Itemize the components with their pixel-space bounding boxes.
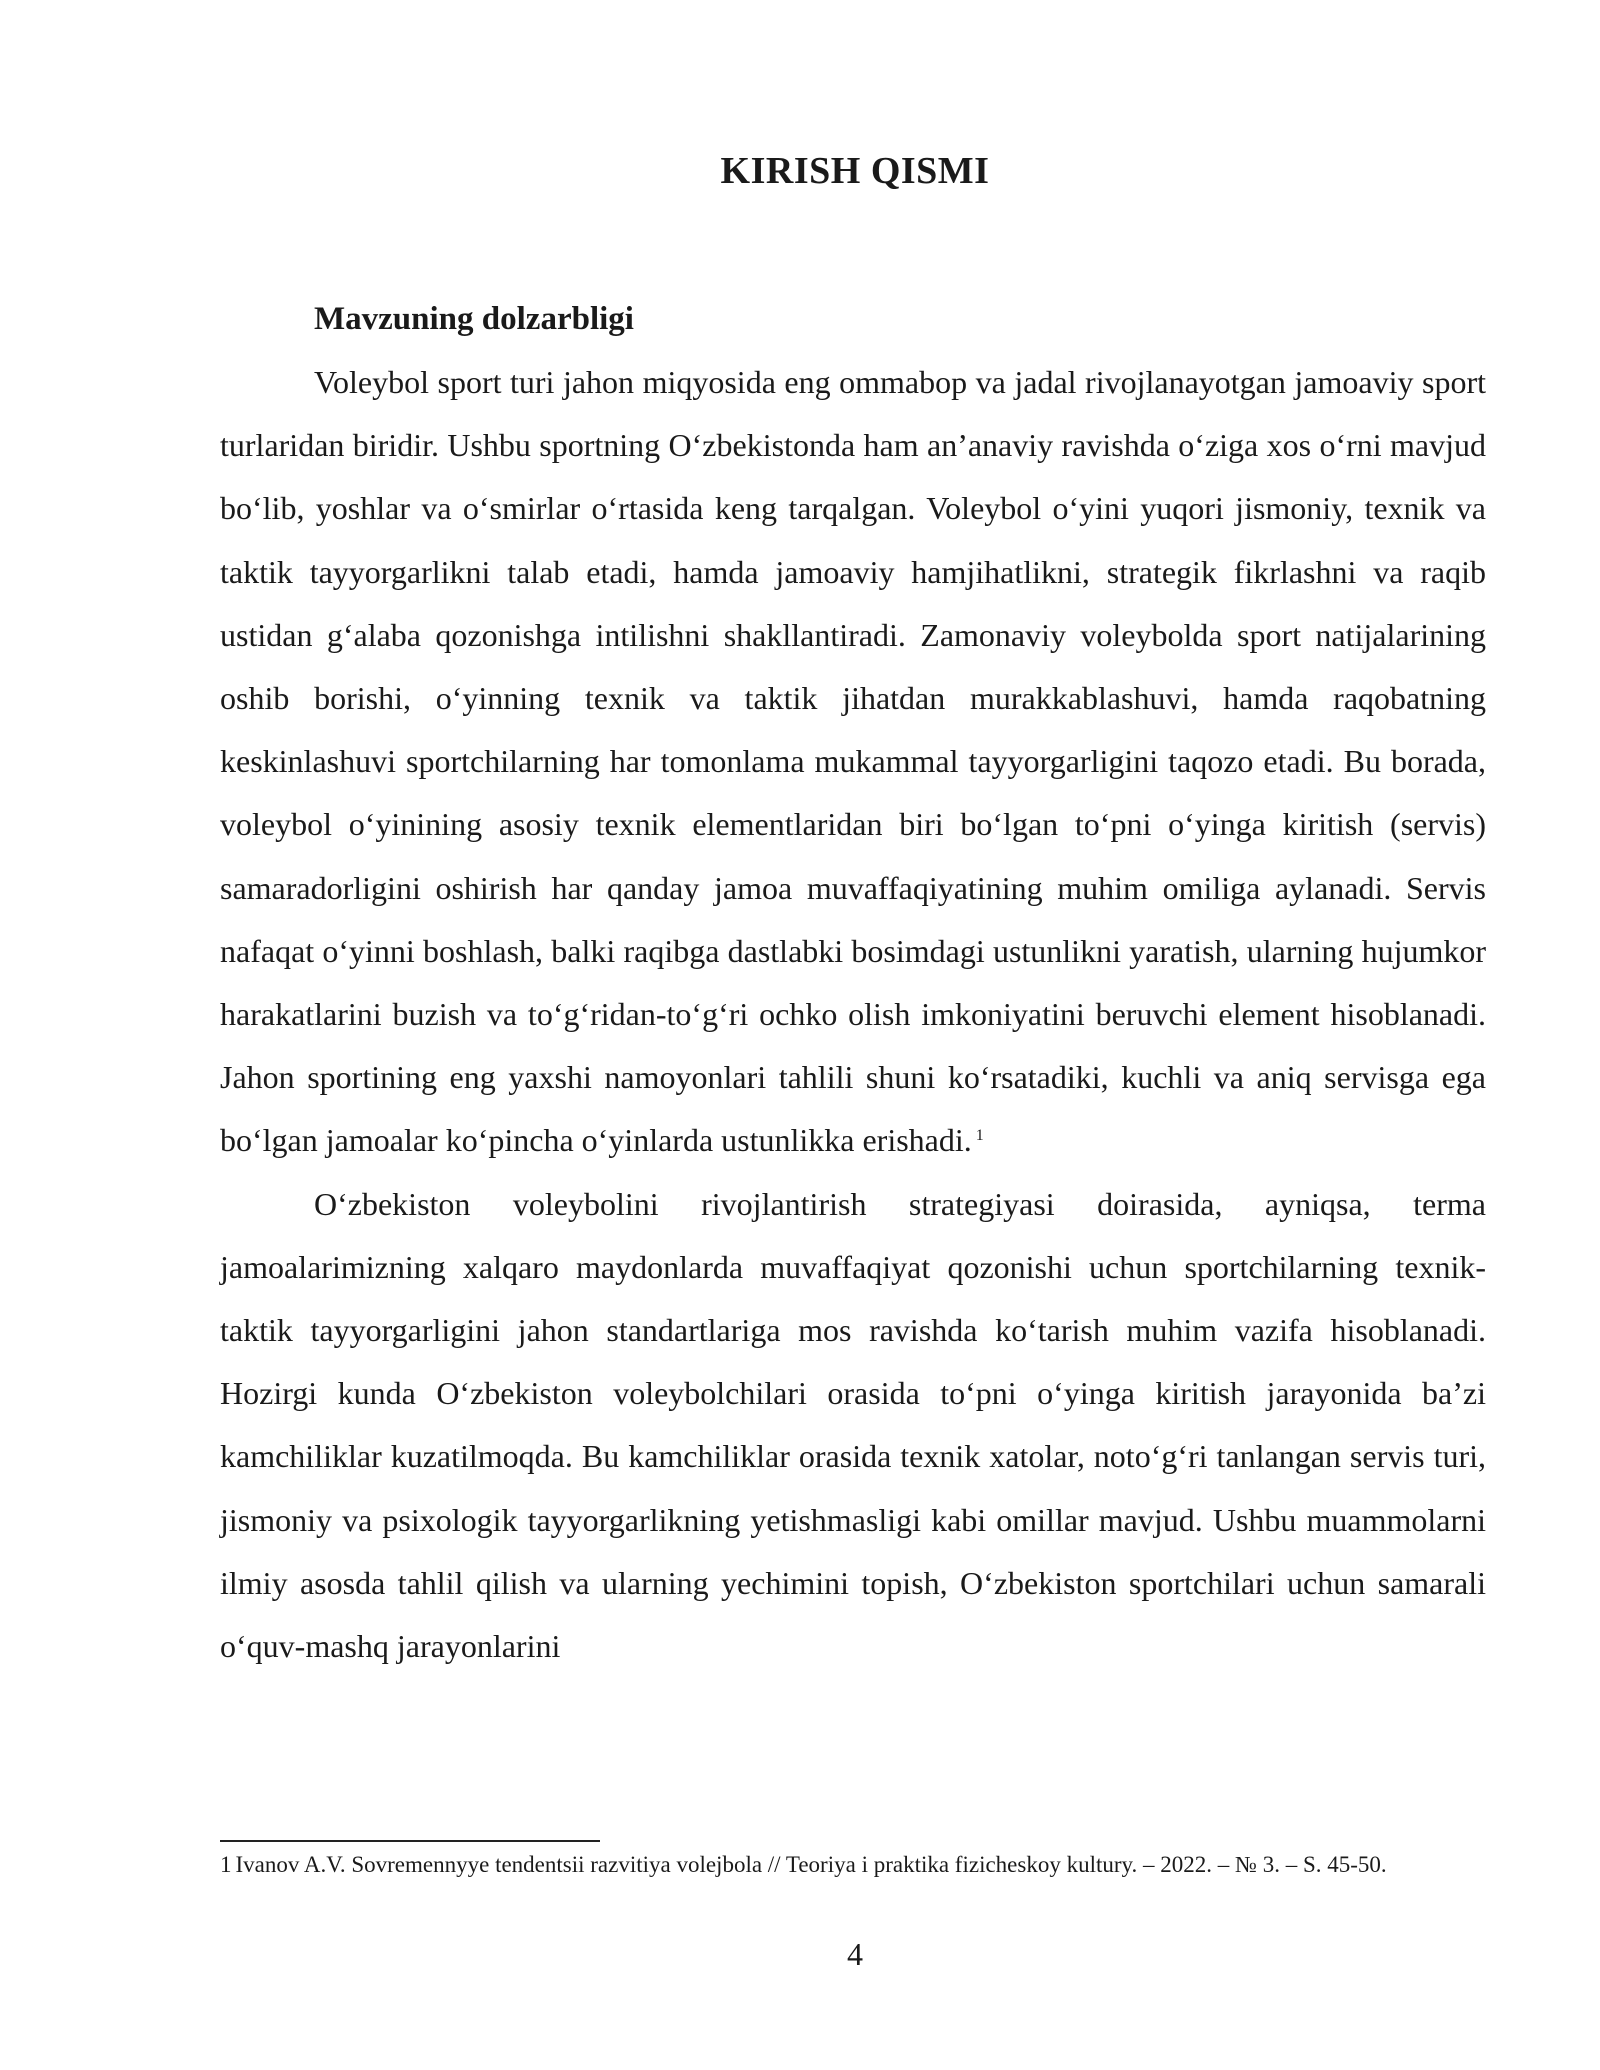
page-number: 4 <box>847 1936 863 1972</box>
footnote-number: 1 <box>220 1852 232 1877</box>
footnote-text: Ivanov A.V. Sovremennyye tendentsii razvitiya volejbola // Teoriya i praktika fizicheskoy kultury. – 2022. – № 3. – S. 45-50. <box>235 1852 1387 1877</box>
section-heading: Mavzuning dolzarbligi <box>314 301 634 337</box>
body-text <box>220 288 1486 1678</box>
footnote-separator <box>220 1840 600 1842</box>
footnote-reference[interactable]: 1 <box>975 1126 984 1144</box>
paragraph-2: O‘zbekiston voleybolini rivojlantirish strategiyasi doirasida, ayniqsa, terma jamoalarimizning xalqaro maydonlarda muvaffaqiyat qozonishi uchun sportchilarning texnik-taktik tayyorgarligini jahon standartlariga mos ravishda ko‘tarish muhim vazifa hisoblanadi. Hozirgi kunda O‘zbekiston voleybolchilari orasida to‘pni o‘yinga kiritish jarayonida ba’zi kamchiliklar kuzatilmoqda. Bu kamchiliklar orasida texnik xatolar, noto‘g‘ri tanlangan servis turi, jismoniy va psixologik tayyorgarlikning yetishmasligi kabi omillar mavjud. Ushbu muammolarni ilmiy asosda tahlil qilish va ularning yechimini topish, O‘zbekiston sportchilari uchun samarali o‘quv-mashq jarayonlarini <box>220 1185 1486 1665</box>
paragraph-1 <box>220 351 1486 1173</box>
chapter-title: KIRISH QISMI <box>720 150 990 192</box>
paragraph-1-text: Voleybol sport turi jahon miqyosida eng ommabop va jadal rivojlanayotgan jamoaviy sport turlaridan biridir. Ushbu sportning O‘zbekistonda ham an’anaviy ravishda o‘ziga xos o‘rni mavjud bo‘lib, yoshlar va o‘smirlar o‘rtasida keng tarqalgan. Voleybol o‘yini yuqori jismoniy, texnik va taktik tayyorgarlikni talab etadi, hamda jamoaviy hamjihatlikni, strategik fikrlashni va raqib ustidan g‘alaba qozonishga intilishni shakllantiradi. Zamonaviy voleybolda sport natijalarining oshib borishi, o‘yinning texnik va taktik jihatdan murakkablashuvi, hamda raqobatning keskinlashuvi sportchilarning har tomonlama mukammal tayyorgarligini taqozo etadi. Bu borada, voleybol o‘yinining asosiy texnik elementlaridan biri bo‘lgan to‘pni o‘yinga kiritish (servis) samaradorligini oshirish har qanday jamoa muvaffaqiyatining muhim omiliga aylanadi. Servis nafaqat o‘yinni boshlash, balki raqibga dastlabki bosimdagi ustunlikni yaratish, ularning hujumkor harakatlarini buzish va to‘g‘ridan-to‘g‘ri ochko olish imkoniyatini beruvchi element hisoblanadi. Jahon sportining eng yaxshi namoyonlari tahlili shuni ko‘rsatadiki, kuchli va aniq servisga ega bo‘lgan jamoalar ko‘pincha o‘yinlarda ustunlikka erishadi. <box>220 364 1486 1159</box>
footnote <box>220 1848 1486 1882</box>
